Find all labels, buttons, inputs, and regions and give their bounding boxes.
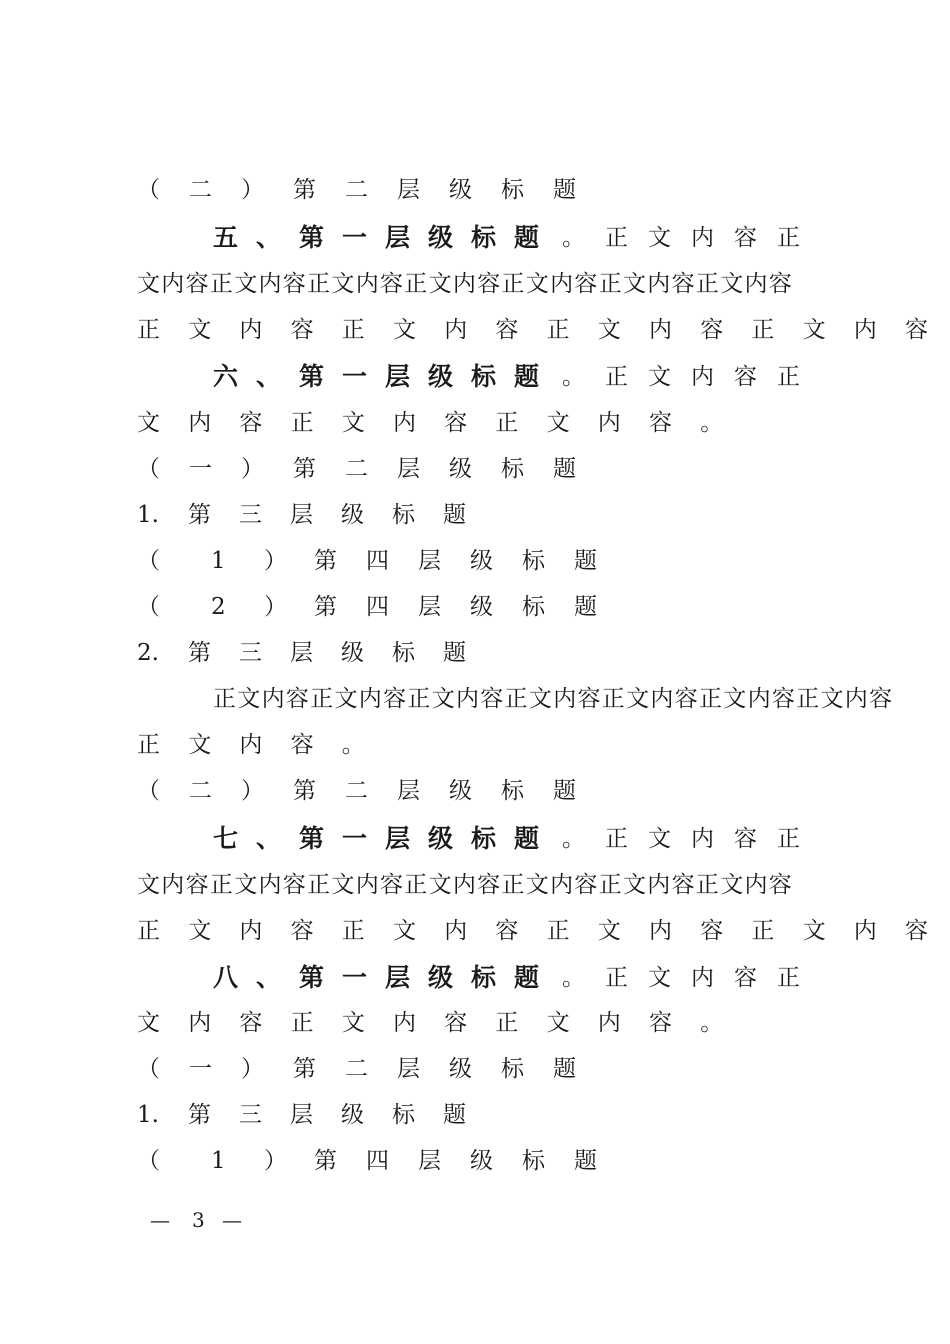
page-number: 3 — [192, 1208, 205, 1232]
footer-dash-right: — — [222, 1208, 242, 1232]
footer-dash-left: — — [150, 1208, 170, 1232]
